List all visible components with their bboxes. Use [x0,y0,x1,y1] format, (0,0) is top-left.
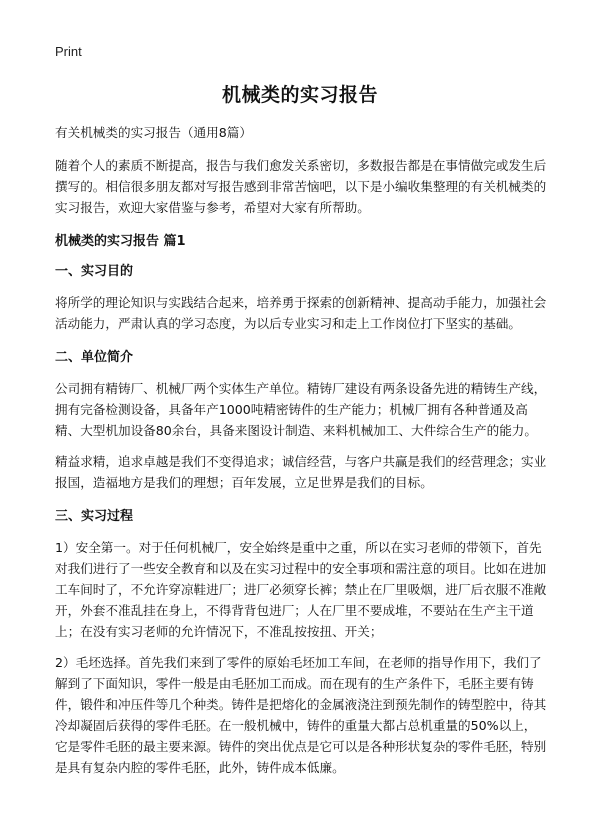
section-heading-company: 二、单位简介 [55,350,134,365]
section-paragraph: 精益求精，追求卓越是我们不变得追求；诚信经营，与客户共赢是我们的经营理念；实业报国，造福地方是我们的理想；百年发展，立足世界是我们的目标。 [55,454,547,490]
section-heading-process: 三、实习过程 [55,509,134,524]
document-body [55,122,548,792]
section-paragraph: 公司拥有精铸厂、机械厂两个实体生产单位。精铸厂建设有两条设备先进的精铸生产线，拥有完备检测设备，具备年产1000吨精密铸件的生产能力；机械厂拥有各种普通及高精、大型机加设备80余台，具备来图设计制造、来料机械加工、大件综合生产的能力。 [55,381,547,438]
section-paragraph: 将所学的理论知识与实践结合起来，培养勇于探索的创新精神、提高动手能力，加强社会活动能力，严肃认真的学习态度，为以后专业实习和走上工作岗位打下坚实的基础。 [55,295,547,331]
page-title: 机械类的实习报告 [221,84,378,106]
article-heading: 机械类的实习报告 篇1 [55,234,186,249]
section-paragraph: 2）毛坯选择。首先我们来到了零件的原始毛坯加工车间，在老师的指导作用下，我们了解到了下面知识，零件一般是由毛胚加工而成。而在现有的生产条件下，毛胚主要有铸件，锻件和冲压件等几个种类。铸件是把熔化的金属液浇注到预先制作的铸型腔中，待其冷却凝固后获得的零件毛胚。在一般机械中，铸件的重量大都占总机重量的50%以上，它是零件毛胚的最主要来源。铸件的突出优点是它可以是各种形状复杂的零件毛胚，特别是具有复杂内腔的零件毛胚，此外，铸件成本低廉。 [55,655,547,775]
intro-paragraph: 随着个人的素质不断提高，报告与我们愈发关系密切，多数报告都是在事情做完或发生后撰写的。相信很多朋友都对写报告感到非常苦恼吧，以下是小编收集整理的有关机械类的实习报告，欢迎大家借鉴与参考，希望对大家有所帮助。 [55,158,547,215]
section-paragraph: 1）安全第一。对于任何机械厂，安全始终是重中之重，所以在实习老师的带领下，首先对我们进行了一些安全教育和以及在实习过程中的安全事项和需注意的项目。比如在进加工车间时了，不允许穿凉鞋进厂；进厂必须穿长裤；禁止在厂里吸烟，进厂后衣服不准敞开，外套不准乱挂在身上，不得背背包进厂；人在厂里不要成堆，不要站在生产主干道上；在没有实习老师的允许情况下，不准乱按按扭、开关； [55,540,547,639]
document-subtitle: 有关机械类的实习报告（通用8篇） [55,125,252,140]
print-link[interactable]: Print [55,44,82,59]
section-heading-purpose: 一、实习目的 [55,264,134,279]
